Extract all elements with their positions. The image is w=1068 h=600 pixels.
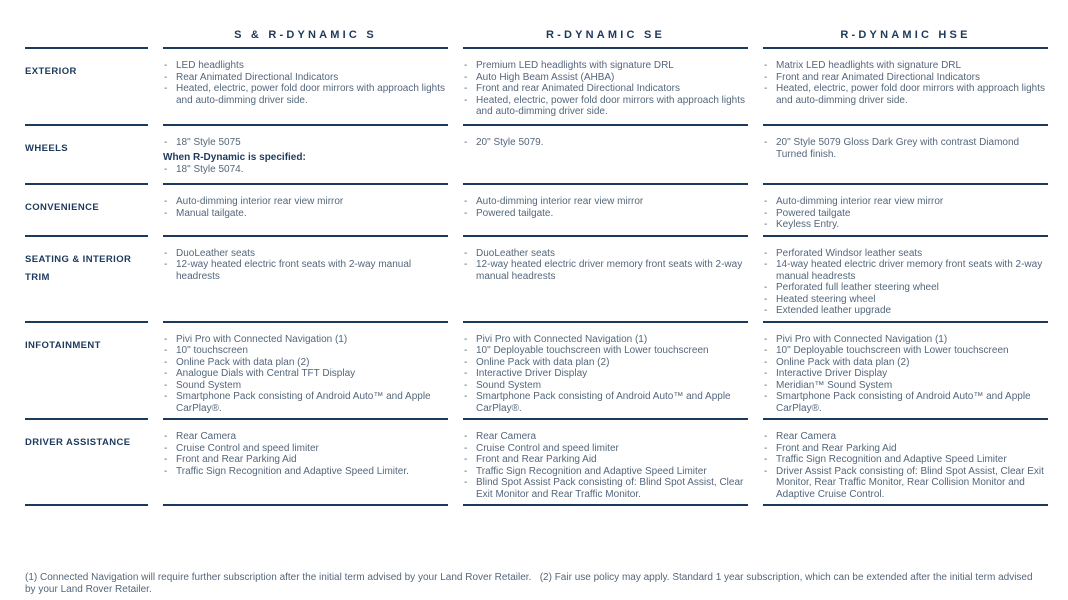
feature-item: - Heated steering wheel [763, 294, 1046, 306]
feature-item: - Manual tailgate. [163, 208, 446, 220]
feature-cell [763, 235, 1048, 321]
feature-item: - Smartphone Pack consisting of Android Auto™ and Apple CarPlay®. [463, 391, 746, 414]
feature-item: - DuoLeather seats [163, 248, 446, 260]
feature-cell [163, 183, 448, 235]
feature-item: - Meridian™ Sound System [763, 380, 1046, 392]
feature-item: - 18" Style 5075 [163, 137, 446, 149]
feature-item: - Smartphone Pack consisting of Android Auto™ and Apple CarPlay®. [163, 391, 446, 414]
feature-item: - Analogue Dials with Central TFT Display [163, 368, 446, 380]
feature-item: - 12-way heated electric driver memory front seats with 2-way manual headrests [463, 259, 746, 282]
feature-item: - Front and rear Animated Directional Indicators [763, 72, 1046, 84]
feature-cell [463, 235, 748, 321]
feature-item: - Keyless Entry. [763, 219, 1046, 231]
feature-cell [163, 124, 448, 183]
feature-item: - Front and Rear Parking Aid [463, 454, 746, 466]
feature-item: - Rear Camera [163, 431, 446, 443]
feature-item: - Auto-dimming interior rear view mirror [463, 196, 746, 208]
feature-item: - Traffic Sign Recognition and Adaptive Speed Limiter [463, 466, 746, 478]
feature-item: - Traffic Sign Recognition and Adaptive Speed Limiter [763, 454, 1046, 466]
section-label-infotainment: INFOTAINMENT [25, 321, 148, 419]
feature-item: - Online Pack with data plan (2) [163, 357, 446, 369]
feature-cell [763, 183, 1048, 235]
feature-item: - LED headlights [163, 60, 446, 72]
feature-item: - Smartphone Pack consisting of Android Auto™ and Apple CarPlay®. [763, 391, 1046, 414]
header-spacer-cell [25, 20, 148, 49]
feature-item: - Auto-dimming interior rear view mirror [763, 196, 1046, 208]
feature-item: - Perforated full leather steering wheel [763, 282, 1046, 294]
feature-item: - 10" Deployable touchscreen with Lower touchscreen [463, 345, 746, 357]
feature-item: - 18" Style 5074. [163, 164, 446, 176]
feature-cell [463, 321, 748, 419]
feature-item: - Matrix LED headlights with signature DRL [763, 60, 1046, 72]
feature-item: - Pivi Pro with Connected Navigation (1) [163, 334, 446, 346]
feature-item: - 20" Style 5079 Gloss Dark Grey with contrast Diamond Turned finish. [763, 137, 1046, 160]
column-header-s-r-dynamic-s [163, 20, 448, 49]
feature-item: - Heated, electric, power fold door mirrors with approach lights and auto-dimming driver side. [763, 83, 1046, 106]
feature-item: - Heated, electric, power fold door mirrors with approach lights and auto-dimming driver side. [163, 83, 446, 106]
section-label-seating-interior-trim: SEATING & INTERIOR TRIM [25, 235, 148, 321]
feature-item: - Rear Camera [463, 431, 746, 443]
feature-item: - Front and Rear Parking Aid [763, 443, 1046, 455]
section-label-wheels: WHEELS [25, 124, 148, 183]
feature-cell [763, 418, 1048, 506]
column-header-r-dynamic-hse [763, 20, 1048, 49]
feature-item: - Interactive Driver Display [763, 368, 1046, 380]
feature-item: - Driver Assist Pack consisting of: Blind Spot Assist, Clear Exit Monitor, Rear Traffic Monitor, Rear Collision Monitor and Adaptive Cruise Control. [763, 466, 1046, 501]
feature-cell [763, 49, 1048, 124]
feature-item: - Auto High Beam Assist (AHBA) [463, 72, 746, 84]
feature-item: - Premium LED headlights with signature DRL [463, 60, 746, 72]
feature-item: - Pivi Pro with Connected Navigation (1) [763, 334, 1046, 346]
feature-item: - Powered tailgate. [463, 208, 746, 220]
feature-item: - 10" Deployable touchscreen with Lower touchscreen [763, 345, 1046, 357]
feature-item: - Perforated Windsor leather seats [763, 248, 1046, 260]
feature-item: - Cruise Control and speed limiter [163, 443, 446, 455]
feature-item: - Cruise Control and speed limiter [463, 443, 746, 455]
feature-item: - Sound System [163, 380, 446, 392]
feature-cell [463, 49, 748, 124]
feature-cell [163, 235, 448, 321]
feature-item: - Rear Camera [763, 431, 1046, 443]
feature-item: - Traffic Sign Recognition and Adaptive Speed Limiter. [163, 466, 446, 478]
feature-item: - 10" touchscreen [163, 345, 446, 357]
feature-item: - Powered tailgate [763, 208, 1046, 220]
feature-item: - Auto-dimming interior rear view mirror [163, 196, 446, 208]
feature-cell [463, 124, 748, 183]
section-label-convenience: CONVENIENCE [25, 183, 148, 235]
feature-cell [163, 321, 448, 419]
section-label-exterior: EXTERIOR [25, 66, 77, 77]
feature-cell [763, 124, 1048, 183]
feature-cell [763, 321, 1048, 419]
feature-item: - Extended leather upgrade [763, 305, 1046, 317]
column-header-r-dynamic-se [463, 20, 748, 49]
feature-cell [163, 418, 448, 506]
feature-item: - 14-way heated electric driver memory front seats with 2-way manual headrests [763, 259, 1046, 282]
trim-comparison-table [25, 20, 1048, 506]
footnote: (1) Connected Navigation will require further subscription after the initial term advised by your Land Rover Retailer. (2) Fair use policy may apply. Standard 1 year subscription, which can be extended after the initial term advised by your Land Rover Retailer. [25, 572, 1036, 595]
feature-item: - DuoLeather seats [463, 248, 746, 260]
column-header-label: R-DYNAMIC HSE [840, 29, 971, 41]
column-header-label: S & R-DYNAMIC S [234, 29, 377, 41]
feature-cell [463, 418, 748, 506]
feature-item: - Front and Rear Parking Aid [163, 454, 446, 466]
feature-item: - 12-way heated electric front seats with 2-way manual headrests [163, 259, 446, 282]
feature-item: - Front and rear Animated Directional Indicators [463, 83, 746, 95]
feature-item: - Rear Animated Directional Indicators [163, 72, 446, 84]
feature-item: - Sound System [463, 380, 746, 392]
feature-item: - Pivi Pro with Connected Navigation (1) [463, 334, 746, 346]
feature-item: - Heated, electric, power fold door mirrors with approach lights and auto-dimming driver side. [463, 95, 746, 118]
feature-item: - Blind Spot Assist Pack consisting of: Blind Spot Assist, Clear Exit Monitor and Rear Traffic Monitor. [463, 477, 746, 500]
feature-item: - Online Pack with data plan (2) [463, 357, 746, 369]
feature-item: - 20" Style 5079. [463, 137, 746, 149]
feature-item: - Interactive Driver Display [463, 368, 746, 380]
conditional-note: When R-Dynamic is specified: [163, 151, 306, 163]
feature-item: - Online Pack with data plan (2) [763, 357, 1046, 369]
column-header-label: R-DYNAMIC SE [545, 29, 666, 41]
feature-cell [463, 183, 748, 235]
section-label-driver-assistance: DRIVER ASSISTANCE [25, 418, 148, 506]
feature-cell [163, 49, 448, 124]
